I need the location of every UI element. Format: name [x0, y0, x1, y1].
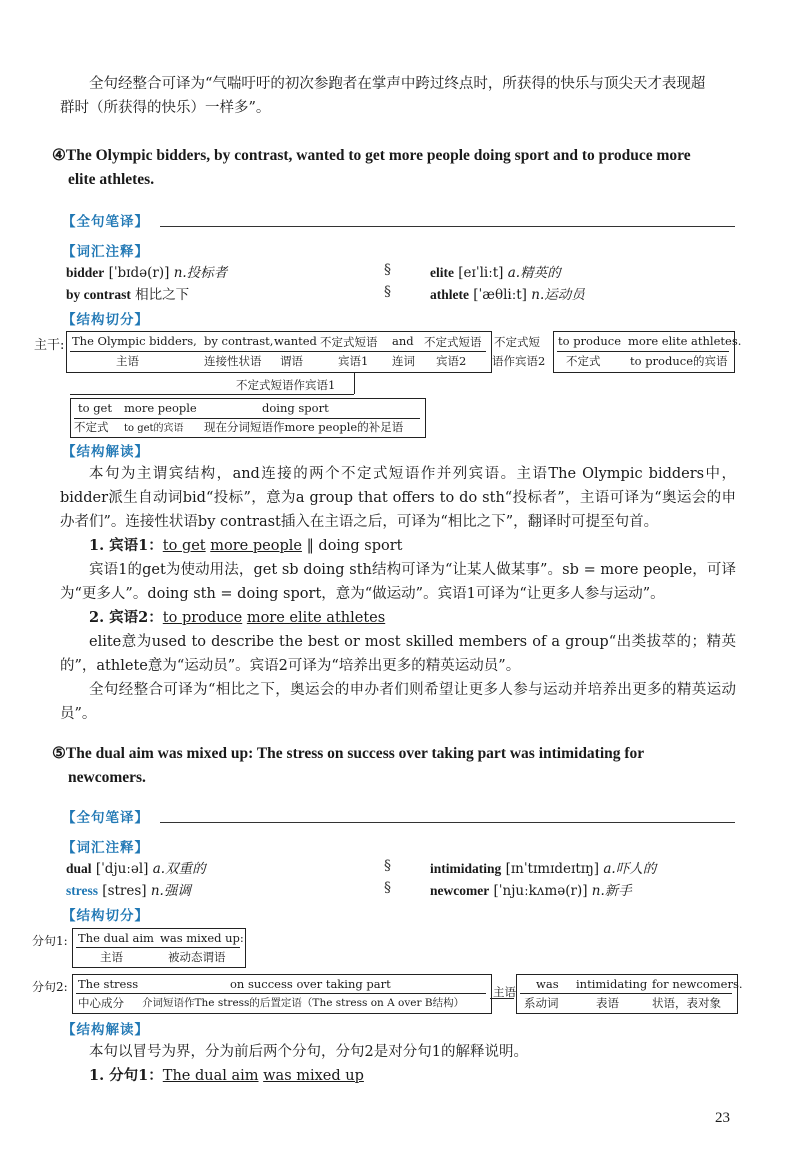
tag-structure-split-4: 【结构切分】	[62, 312, 149, 328]
vocab-divider-icon: §	[384, 284, 391, 300]
diagram-cell: to get	[78, 401, 112, 415]
clause-1-label: 分句1:	[32, 934, 68, 948]
clause-1-heading: 1. 分句1：The dual aim was mixed up	[89, 1067, 364, 1084]
diagram-cell: 被动态谓语	[168, 950, 226, 964]
tag-full-translation-4: 【全句笔译】	[62, 214, 149, 230]
vocab-by-contrast: by contrast 相比之下	[66, 287, 190, 303]
diagram-connector	[70, 394, 354, 395]
diagram-cell: 不定式短语	[320, 335, 378, 349]
page-number: 23	[715, 1110, 730, 1126]
diagram-cell: 介词短语作The stress的后置定语（The stress on A over B结构）	[142, 997, 465, 1009]
tag-structure-analysis-4: 【结构解读】	[62, 444, 149, 460]
vocab-athlete: athlete [ˈæθliːt] n.运动员	[430, 287, 585, 303]
sentence-4-line-1: The Olympic bidders, by contrast, wanted to get more people doing sport and to produce more	[65, 147, 691, 164]
diagram-cell: was mixed up:	[160, 931, 244, 945]
vocab-elite: elite [eɪˈliːt] a.精英的	[430, 265, 561, 281]
tag-structure-split-5: 【结构切分】	[62, 908, 149, 924]
sentence-5-heading	[52, 742, 740, 766]
sentence-5-line-1: The dual aim was mixed up: The stress on success over taking part was intimidating for	[65, 745, 645, 762]
sentence-4-number: ④	[52, 147, 66, 164]
tag-structure-analysis-5: 【结构解读】	[62, 1022, 149, 1038]
diagram-cell: 连接性状语	[204, 354, 262, 368]
intro-line-2: 群时（所获得的快乐）一样多”。	[60, 100, 271, 116]
diagram-cell: 状语，表对象	[652, 996, 721, 1010]
sentence-5-line-2: newcomers.	[68, 769, 146, 786]
diagram-cell: 不定式	[74, 420, 109, 434]
sentence-5-number: ⑤	[52, 745, 66, 762]
diagram-cell: 中心成分	[78, 996, 124, 1010]
tag-full-translation-5: 【全句笔译】	[62, 810, 149, 826]
object-2-heading: 2. 宾语2：to produce more elite athletes	[89, 609, 386, 626]
translation-blank-5[interactable]	[160, 822, 735, 823]
diagram-cell: 宾语1	[338, 354, 369, 368]
diagram-cell: was	[536, 977, 559, 991]
diagram-cell: The dual aim	[78, 931, 154, 945]
translation-blank-4[interactable]	[160, 226, 735, 227]
diagram-cell: 宾语2	[436, 354, 467, 368]
diagram-subject-label: 主语	[493, 985, 516, 999]
diagram-arrow	[490, 998, 514, 999]
diagram-cell: 连词	[392, 354, 415, 368]
diagram-cell: The stress	[78, 977, 139, 991]
analysis-4-para-4: 全句经整合可译为“相比之下，奥运会的申办者们则希望让更多人参与运动并培养出更多的精英运动员”。	[60, 682, 736, 722]
diagram-divider	[76, 947, 240, 948]
vocab-newcomer: newcomer [ˈnjuːkʌmə(r)] n.新手	[430, 883, 632, 899]
diagram-side-label: 不定式短	[494, 335, 540, 349]
diagram-cell: 系动词	[524, 996, 559, 1010]
intro-line-1: 全句经整合可译为“气喘吁吁的初次参跑者在掌声中跨过终点时，所获得的快乐与顶尖天才表现超	[89, 76, 706, 92]
diagram-divider	[70, 351, 486, 352]
diagram-cell: 现在分词短语作more people的补足语	[204, 420, 404, 434]
diagram-cell: to produce	[558, 334, 621, 348]
diagram-arrow	[354, 372, 355, 394]
diagram-cell: to produce的宾语	[630, 354, 728, 368]
diagram-cell: 主语	[116, 354, 139, 368]
analysis-4-para-2: 宾语1的get为使动用法，get sb doing sth结构可译为“让某人做某事”。sb = more people，可译为“更多人”。doing sth = doing sport，意为“做运动”。宾语1可译为“让更多人参与运动”。	[60, 562, 736, 602]
diagram-cell: intimidating	[576, 977, 648, 991]
vocab-stress: stress [stres] n.强调	[66, 883, 191, 899]
diagram-cell: The Olympic bidders,	[72, 334, 197, 348]
diagram-cell: more people	[124, 401, 197, 415]
analysis-5-para-1: 本句以冒号为界，分为前后两个分句，分句2是对分句1的解释说明。	[89, 1044, 528, 1060]
diagram-cell: by contrast,	[204, 334, 274, 348]
diagram-arrow-label: 不定式短语作宾语1	[236, 378, 336, 392]
object-1-heading: 1. 宾语1：to get more people ‖ doing sport	[89, 537, 403, 554]
diagram-side-label: 语作宾语2	[492, 354, 546, 368]
diagram-cell: 不定式	[566, 354, 601, 368]
analysis-4-para-1: 本句为主谓宾结构，and连接的两个不定式短语作并列宾语。主语The Olympic bidders中，bidder派生自动词bid“投标”，意为a group that offers to do sth“投标者”，主语可译为“奥运会的申办者们”。连接性状语by contrast插入在主语之后，可译为“相比之下”，翻译时可提至句首。	[60, 466, 736, 530]
vocab-bidder: bidder [ˈbɪdə(r)] n.投标者	[66, 265, 228, 281]
sentence-4-line-2: elite athletes.	[68, 171, 155, 188]
diagram-cell: more elite athletes.	[628, 334, 742, 348]
clause-2-label: 分句2:	[32, 980, 68, 994]
vocab-dual: dual [ˈdjuːəl] a.双重的	[66, 861, 206, 877]
diagram-cell: to get的宾语	[124, 423, 184, 434]
diagram-divider	[557, 351, 729, 352]
diagram-main-label: 主干:	[34, 338, 65, 353]
diagram-cell: 表语	[596, 996, 619, 1010]
diagram-cell: doing sport	[262, 401, 329, 415]
diagram-cell: wanted	[274, 334, 317, 348]
diagram-cell: for newcomers.	[652, 977, 743, 991]
vocab-divider-icon: §	[384, 880, 391, 896]
vocab-divider-icon: §	[384, 262, 391, 278]
tag-vocab-5: 【词汇注释】	[62, 840, 149, 856]
diagram-cell: 不定式短语	[424, 335, 482, 349]
diagram-divider	[76, 993, 486, 994]
diagram-cell: on success over taking part	[230, 977, 391, 991]
analysis-4-para-3: elite意为used to describe the best or most skilled members of a group“出类拔萃的；精英的”，athlete意为“运动员”。宾语2可译为“培养出更多的精英运动员”。	[60, 634, 736, 674]
diagram-cell: 谓语	[280, 354, 303, 368]
diagram-cell: 主语	[100, 950, 123, 964]
vocab-intimidating: intimidating [ɪnˈtɪmɪdeɪtɪŋ] a.吓人的	[430, 861, 657, 877]
sentence-4-heading	[52, 144, 740, 168]
diagram-divider	[520, 993, 732, 994]
tag-vocab-4: 【词汇注释】	[62, 244, 149, 260]
diagram-cell: and	[392, 334, 414, 348]
vocab-divider-icon: §	[384, 858, 391, 874]
